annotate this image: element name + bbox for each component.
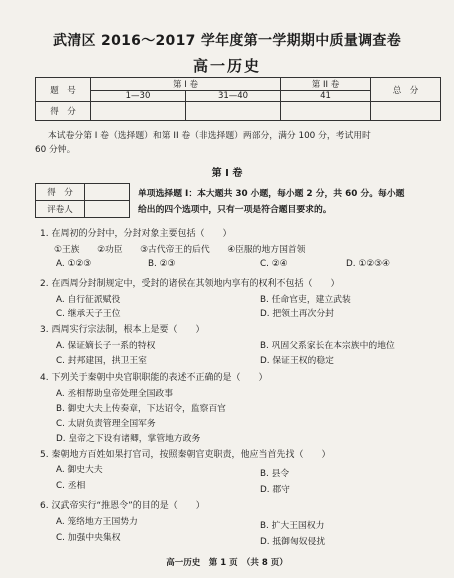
option: C. ②④ <box>260 259 288 269</box>
section-title: 第 I 卷 <box>211 168 243 179</box>
option: D. 郡守 <box>260 485 290 495</box>
instructions-line: 单项选择题 I：本大题共 30 小题，每小题 2 分，共 60 分。每小题 <box>138 189 405 199</box>
score-table-section2: 第 II 卷 <box>281 78 371 91</box>
option: A. 自行征派赋役 <box>56 295 121 305</box>
option: C. 加强中央集权 <box>56 533 121 543</box>
option: A. 笼络地方王国势力 <box>56 517 138 527</box>
score-cell <box>186 102 281 121</box>
option: B. 巩固父系家长在本宗族中的地位 <box>260 341 395 351</box>
option: A. 丞相帮助皇帝处理全国政事 <box>56 389 174 399</box>
grader-person-label: 评卷人 <box>36 201 85 218</box>
question-stem: 6. 汉武帝实行“推恩令”的目的是（ ） <box>40 501 205 511</box>
option: C. 太尉负责管理全国军务 <box>56 419 156 429</box>
grader-table <box>35 183 130 218</box>
question-stem: 2. 在西周分封制规定中，受封的诸侯在其领地内享有的权利不包括（ ） <box>40 279 340 289</box>
question-stem: 4. 下列关于秦朝中央官职职能的表述不正确的是（ ） <box>40 373 268 383</box>
question-stem: 1. 在周初的分封中，分封对象主要包括（ ） <box>40 229 232 239</box>
option: D. ①②③④ <box>346 259 390 269</box>
option: A. 御史大夫 <box>56 465 103 475</box>
score-cell <box>91 102 186 121</box>
exam-title: 武清区 2016～2017 学年度第一学期期中质量调查卷 <box>52 33 402 49</box>
question-stem: 3. 西周实行宗法制，根本上是要（ ） <box>40 325 205 335</box>
score-table-range2: 31—40 <box>186 91 281 102</box>
option: B. 御史大夫上传奏章，下达诏令，监察百官 <box>56 404 226 414</box>
instructions-line: 给出的四个选项中，只有一项是符合题目要求的。 <box>138 205 332 215</box>
option: A. ①②③ <box>56 259 92 269</box>
option: D. 保证王权的稳定 <box>260 356 334 366</box>
option: B. 县令 <box>260 469 290 479</box>
option: D. 抵御匈奴侵扰 <box>260 537 326 547</box>
score-table-total: 总 分 <box>371 78 441 102</box>
score-table-label-score: 得 分 <box>36 102 91 121</box>
exam-subject: 高一历史 <box>192 57 261 75</box>
score-table-label-question: 题 号 <box>36 78 91 102</box>
question-stem: 5. 秦朝地方百姓如果打官司，按照秦朝官吏职责，他应当首先找（ ） <box>40 450 331 460</box>
option: D. 把领土再次分封 <box>260 309 334 319</box>
score-table-range1: 1—30 <box>91 91 186 102</box>
option: B. 扩大王国权力 <box>260 521 325 531</box>
intro-line: 本试卷分第 I 卷（选择题）和第 II 卷（非选择题）两部分，满分 100 分，考试用时 <box>48 131 371 141</box>
option: A. 保证嫡长子一系的特权 <box>56 341 156 351</box>
page-footer: 高一历史 第 1 页 （共 8 页） <box>166 558 288 568</box>
option: B. 任命官吏，建立武装 <box>260 295 351 305</box>
option: C. 继承天子王位 <box>56 309 121 319</box>
grader-cell <box>85 184 130 201</box>
option: C. 封邦建国，拱卫王室 <box>56 356 147 366</box>
intro-line: 60 分钟。 <box>35 145 76 155</box>
score-cell <box>371 102 441 121</box>
grader-score-label: 得 分 <box>36 184 85 201</box>
score-cell <box>281 102 371 121</box>
score-table-section1: 第 I 卷 <box>91 78 281 91</box>
question-sub: ①王族 ②功臣 ③古代帝王的后代 ④臣服的地方国首领 <box>54 245 306 255</box>
option: C. 丞相 <box>56 481 86 491</box>
grader-cell <box>85 201 130 218</box>
score-table-range3: 41 <box>281 91 371 102</box>
option: D. 皇帝之下设有诸卿，掌管地方政务 <box>56 434 201 444</box>
option: B. ②③ <box>148 259 176 269</box>
score-table <box>35 77 441 121</box>
